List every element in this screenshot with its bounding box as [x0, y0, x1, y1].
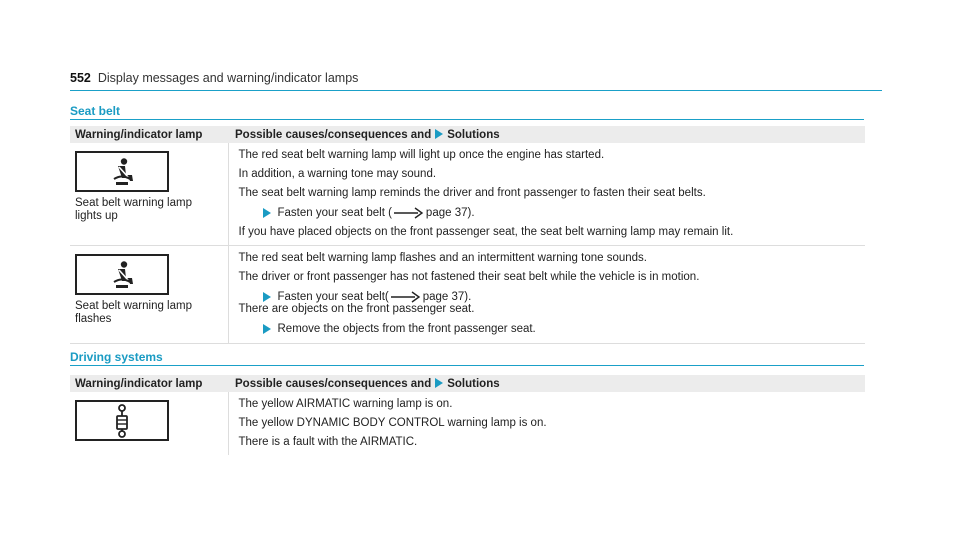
- step-page-text: page 37).: [422, 291, 472, 303]
- page-reference-link[interactable]: [278, 207, 475, 219]
- step-text: Remove the objects from the front passenger seat.: [277, 323, 536, 335]
- cause-text: The red seat belt warning lamp will light up once the engine has started.: [238, 149, 605, 161]
- lamp-box: [75, 254, 169, 295]
- page-number: 552: [70, 71, 91, 85]
- step-text: Fasten your seat belt(: [277, 291, 389, 303]
- column-header-causes-text: Possible causes/consequences and: [235, 128, 432, 141]
- column-header-causes: [228, 126, 865, 143]
- section-title-driving-systems: Driving systems: [70, 350, 163, 364]
- causes-cell: [228, 246, 865, 344]
- lamp-cell: [70, 143, 228, 246]
- solutions-arrow-icon: [435, 378, 443, 388]
- step-arrow-icon: [263, 324, 271, 334]
- table-header-row: [70, 126, 865, 143]
- page-ref-arrow-icon: [394, 207, 424, 219]
- lamp-label: [75, 300, 228, 326]
- column-header-causes-text: Possible causes/consequences and: [235, 377, 432, 390]
- cause-text: The red seat belt warning lamp flashes and an intermittent warning tone sounds.: [238, 252, 647, 264]
- cause-text: If you have placed objects on the front passenger seat, the seat belt warning lamp may remain lit.: [238, 226, 734, 238]
- seat-belt-table: [70, 126, 865, 344]
- cause-text: There is a fault with the AIRMATIC.: [238, 436, 418, 448]
- table-row: [70, 246, 865, 344]
- causes-cell: [228, 392, 865, 455]
- lamp-cell: [70, 392, 228, 455]
- step-text: Fasten your seat belt (: [277, 207, 392, 219]
- lamp-box: [75, 400, 169, 441]
- header-rule: [70, 90, 882, 91]
- column-header-solutions-text: Solutions: [447, 377, 500, 390]
- step-arrow-icon: [263, 292, 271, 302]
- cause-text: The seat belt warning lamp reminds the driver and front passenger to fasten their seat belts.: [238, 187, 706, 199]
- cause-text: The yellow AIRMATIC warning lamp is on.: [238, 398, 453, 410]
- page-header: [70, 71, 358, 85]
- section-rule: [70, 365, 864, 366]
- causes-cell: [228, 143, 865, 246]
- cause-text: There are objects on the front passenger seat.: [238, 303, 475, 315]
- lamp-label-line: Seat belt warning lamp: [75, 197, 192, 209]
- solutions-arrow-icon: [435, 129, 443, 139]
- cause-text: The driver or front passenger has not fastened their seat belt while the vehicle is in motion.: [238, 271, 700, 283]
- table-row: [70, 392, 865, 455]
- lamp-cell: [70, 246, 228, 344]
- solution-step: [263, 291, 858, 303]
- airmatic-suspension-icon: [112, 404, 132, 438]
- page-reference-link[interactable]: [278, 291, 472, 303]
- column-header-lamp: Warning/indicator lamp: [70, 375, 228, 392]
- lamp-box: [75, 151, 169, 192]
- cause-text: In addition, a warning tone may sound.: [238, 168, 437, 180]
- lamp-label-line: flashes: [75, 313, 112, 325]
- column-header-solutions-text: Solutions: [447, 128, 500, 141]
- table-row: [70, 143, 865, 246]
- driving-systems-table: [70, 375, 865, 455]
- page-ref-arrow-icon: [391, 291, 421, 303]
- lamp-label: [75, 197, 228, 223]
- table-header-row: [70, 375, 865, 392]
- seat-belt-icon: [105, 260, 139, 290]
- solution-step: [263, 323, 858, 335]
- column-header-lamp: Warning/indicator lamp: [70, 126, 228, 143]
- cause-text: The yellow DYNAMIC BODY CONTROL warning lamp is on.: [238, 417, 547, 429]
- lamp-label-line: lights up: [75, 210, 118, 222]
- step-page-text: page 37).: [425, 207, 475, 219]
- step-arrow-icon: [263, 208, 271, 218]
- lamp-label-line: Seat belt warning lamp: [75, 300, 192, 312]
- section-title-seat-belt: Seat belt: [70, 104, 121, 118]
- seat-belt-icon: [105, 157, 139, 187]
- column-header-causes: [228, 375, 865, 392]
- page-title: Display messages and warning/indicator lamps: [97, 71, 359, 85]
- solution-step: [263, 207, 858, 219]
- section-rule: [70, 119, 864, 120]
